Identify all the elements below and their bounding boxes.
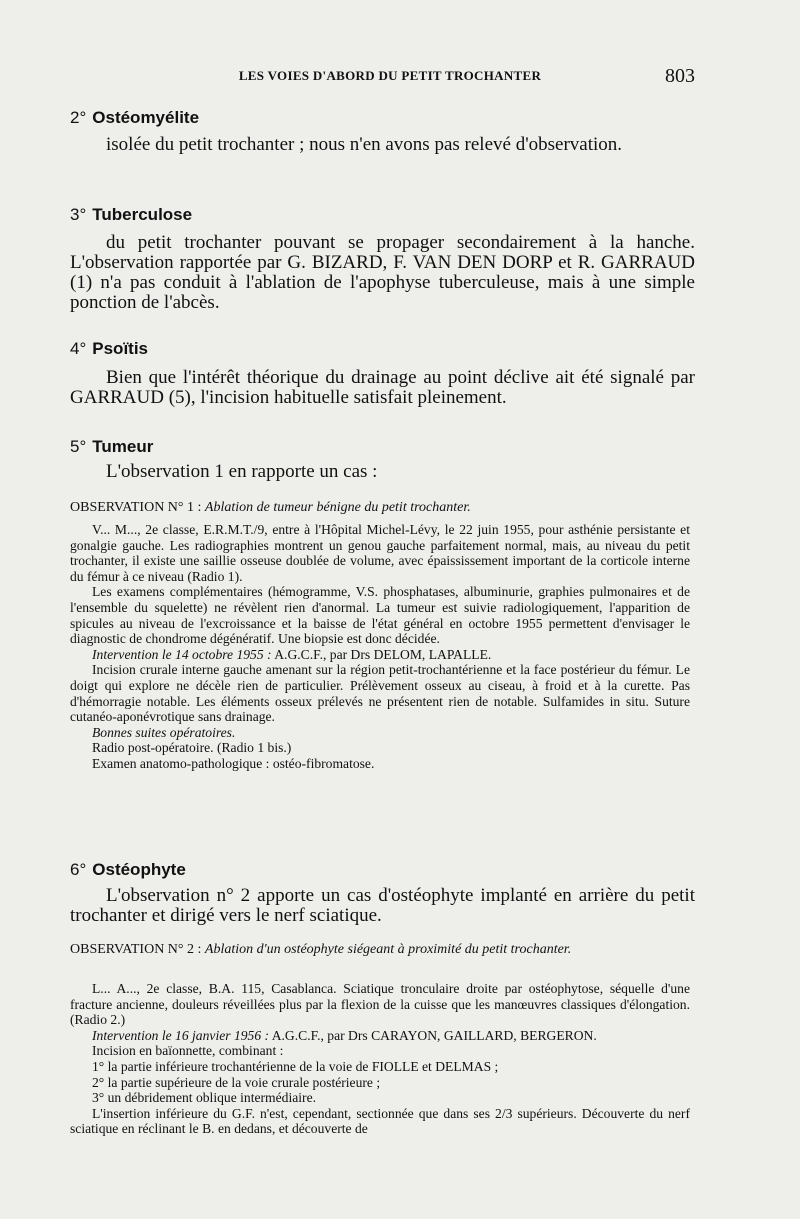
intervention-date: Intervention le 16 janvier 1956 : [92, 1027, 270, 1043]
section-text-tumeur [70, 462, 695, 482]
section-title: Tuberculose [92, 205, 193, 224]
intervention-team: A.G.C.F., par Drs CARAYON, GAILLARD, BERGERON. [271, 1027, 597, 1043]
observation-title: Ablation d'un ostéophyte siégeant à proximité du petit trochanter. [204, 942, 572, 957]
paragraph [70, 647, 690, 663]
paragraph: Examen anatomo-pathologique : ostéo-fibromatose. [92, 755, 375, 771]
intervention-date: Intervention le 14 octobre 1955 : [92, 646, 272, 662]
section-number: 3° [70, 205, 87, 224]
section-text-osteophyte [70, 886, 695, 926]
section-title: Psoïtis [92, 339, 149, 358]
paragraph: du petit trochanter pouvant se propager secondairement à la hanche. L'observation rapportée par G. BIZARD, F. VAN DEN DORP et R. GARRAUD (1) n'a pas conduit à l'ablation de l'apophyse tuberculeuse, mais à une simple ponction de l'abcès. [70, 232, 695, 313]
paragraph: Bonnes suites opératoires. [92, 724, 236, 740]
section-heading-tuberculose [70, 205, 192, 225]
running-head: LES VOIES D'ABORD DU PETIT TROCHANTER [238, 68, 542, 83]
section-number: 6° [70, 860, 87, 879]
paragraph: Bien que l'intérêt théorique du drainage au point déclive ait été signalé par GARRAUD (5), l'incision habituelle satisfait pleinement. [70, 367, 695, 408]
list-item: 2° la partie supérieure de la voie crurale postérieure ; [92, 1074, 381, 1090]
observation-title: Ablation de tumeur bénigne du petit trochanter. [204, 500, 471, 515]
paragraph: L'observation 1 en rapporte un cas : [106, 461, 378, 482]
paragraph: L'observation n° 2 apporte un cas d'ostéophyte implanté en arrière du petit trochanter et dirigé vers le nerf sciatique. [70, 885, 695, 926]
section-title: Ostéophyte [92, 860, 186, 879]
section-number: 4° [70, 339, 87, 358]
observation-label: OBSERVATION N° 2 : [70, 942, 202, 957]
section-text-tuberculose [70, 233, 695, 313]
paragraph: L... A..., 2e classe, B.A. 115, Casablanca. Sciatique tronculaire droite par ostéophytose, séquelle d'une fracture ancienne, douleurs réveillées plus par la flexion de la cuisse que les manœuvres classiques d'élongation. (Radio 2.) [70, 981, 690, 1028]
section-text-osteomyelite [70, 135, 695, 155]
paragraph: Incision en baïonnette, combinant : [92, 1043, 284, 1059]
section-heading-tumeur [70, 437, 153, 457]
section-heading-psoitis [70, 339, 148, 359]
paragraph: isolée du petit trochanter ; nous n'en avons pas relevé d'observation. [106, 134, 623, 155]
paragraph: Les examens complémentaires (hémogramme, V.S. phosphatases, albuminurie, graphies pulmonaires et de l'ensemble du squelette) ne révèlent rien d'anormal. La tumeur est suivie radiologiquement, l'apparition de spicules au niveau de l'excroissance et la baisse de l'état général en octobre 1955 permettent d'envisager le diagnostic de chondrome dégénératif. Une biopsie est donc décidée. [70, 584, 690, 647]
section-heading-osteophyte [70, 860, 186, 880]
section-title: Tumeur [92, 437, 154, 456]
paragraph: Incision crurale interne gauche amenant sur la région petit-trochantérienne et la face postérieur du fémur. Le doigt qui explore ne décèle rien de particulier. Prélèvement osseux au ciseau, à froid et à la curette. Pas d'hémorragie notable. Les éléments osseux prélevés ne présentent rien de notable. Sulfamides in situ. Suture cutanéo-aponévrotique sans drainage. [70, 662, 690, 725]
list-item: 3° un débridement oblique intermédiaire. [92, 1090, 316, 1106]
paragraph [70, 1028, 690, 1044]
paragraph: V... M..., 2e classe, E.R.M.T./9, entre à l'Hôpital Michel-Lévy, le 22 juin 1955, pour asthénie persistante et gonalgie gauche. Les radiographies montrent un genou gauche parfaitement normal, mais, au niveau du petit trochanter, il existe une saillie osseuse doublée de volume, avec épaississement important de la corticole interne du fémur à ce niveau (Radio 1). [70, 522, 690, 584]
section-number: 5° [70, 437, 87, 456]
section-heading-osteomyelite [70, 108, 199, 128]
page-number: 803 [665, 65, 695, 87]
observation-2-title [70, 941, 695, 958]
intervention-team: A.G.C.F., par Drs DELOM, LAPALLE. [274, 646, 492, 662]
list-item: 1° la partie inférieure trochantérienne de la voie de FIOLLE et DELMAS ; [92, 1058, 499, 1074]
section-text-psoitis [70, 368, 695, 408]
section-number: 2° [70, 108, 87, 127]
observation-1-body [70, 522, 690, 772]
section-title: Ostéomyélite [92, 108, 200, 127]
paragraph: Radio post-opératoire. (Radio 1 bis.) [92, 740, 292, 756]
observation-2-body [70, 981, 690, 1137]
paragraph: L'insertion inférieure du G.F. n'est, cependant, sectionnée que dans ses 2/3 supérieurs. Découverte du nerf sciatique en réclinant le B. en dedans, et découverte de [70, 1105, 690, 1137]
observation-label: OBSERVATION N° 1 : [70, 500, 202, 515]
observation-1-title [70, 499, 695, 516]
